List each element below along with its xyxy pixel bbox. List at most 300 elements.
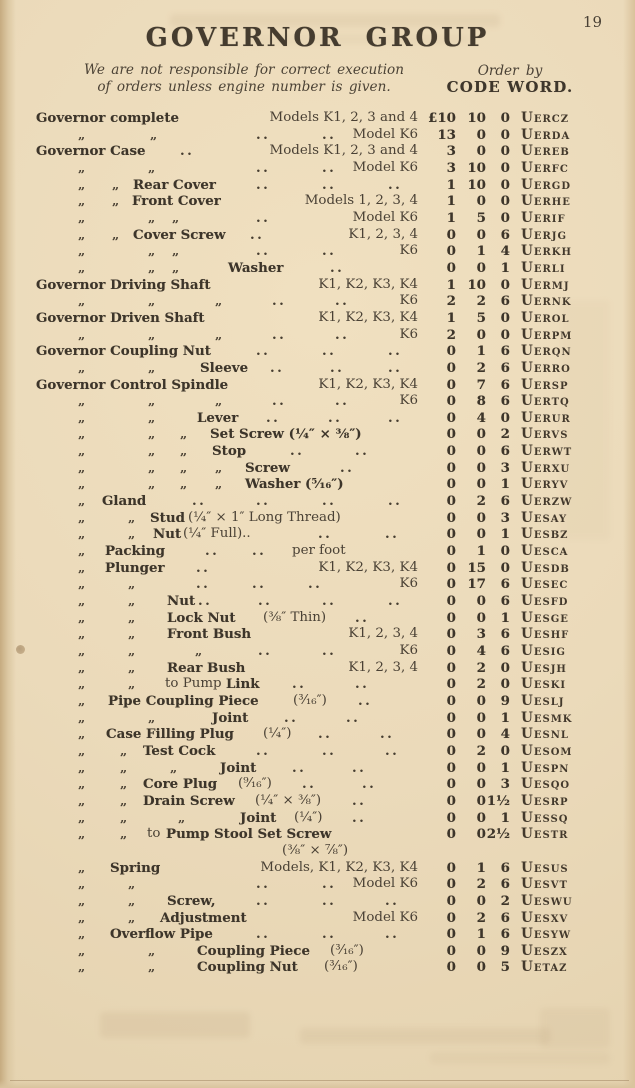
ditto-mark: „	[78, 476, 86, 492]
item-description: Washer	[228, 259, 284, 276]
price-shillings: 0	[476, 942, 486, 959]
item-description: (¼″ × 1″ Long Thread)	[188, 509, 341, 525]
item-description: Joint	[212, 709, 249, 726]
ditto-mark: „	[78, 626, 86, 642]
price-shillings: 10	[467, 176, 486, 193]
price-pounds: 0	[446, 476, 456, 493]
table-row	[0, 360, 635, 377]
table-row	[0, 393, 635, 410]
item-description: Core Plug	[143, 776, 218, 793]
page-bottom-edge	[0, 1080, 635, 1088]
price-shillings: 1	[476, 926, 486, 943]
code-word: Uertq	[521, 393, 570, 410]
price-pounds: 0	[446, 343, 456, 360]
price-pence: 2	[500, 892, 510, 909]
price-shillings: 0	[476, 892, 486, 909]
ditto-mark: „	[78, 226, 86, 242]
price-pounds: 1	[446, 209, 456, 226]
leader-dots: ..	[270, 359, 285, 376]
ditto-mark: „	[78, 826, 86, 842]
price-pounds: 0	[446, 543, 456, 560]
price-shillings: 0	[476, 593, 486, 610]
price-pence: 2	[500, 426, 510, 443]
code-word: Uesfd	[521, 593, 569, 610]
table-row	[0, 610, 635, 627]
price-pence: 4	[500, 243, 510, 260]
code-word: Uerzw	[521, 493, 573, 510]
price-pence: 4	[500, 726, 510, 743]
leader-dots: ..	[258, 593, 273, 610]
code-word: Uergd	[521, 176, 571, 193]
item-description: Pipe Coupling Piece	[108, 692, 259, 709]
price-pounds: 3	[446, 159, 456, 176]
ditto-mark: „	[128, 659, 136, 675]
leader-dots: ..	[388, 359, 403, 376]
leader-dots: ..	[256, 159, 271, 176]
price-pence: 6	[500, 343, 510, 360]
ditto-mark: „	[112, 193, 120, 209]
item-description: Rear Cover	[133, 176, 216, 193]
code-word: Ueszx	[521, 942, 568, 959]
table-row	[0, 377, 635, 394]
code-word: Uesrp	[521, 792, 569, 809]
leader-dots: ..	[335, 293, 350, 310]
item-description: Models 1, 2, 3, 4	[304, 193, 418, 209]
code-word: Uersp	[521, 376, 569, 393]
ditto-mark: „	[78, 409, 86, 425]
price-pounds: 0	[446, 609, 456, 626]
ditto-mark: „	[112, 226, 120, 242]
code-word: Uessq	[521, 809, 569, 826]
code-word: Uetaz	[521, 959, 568, 976]
code-word: Uerwt	[521, 443, 573, 460]
item-description: (³⁄₁₆″)	[330, 942, 364, 958]
code-word: Uerxu	[521, 459, 571, 476]
item-description: Case Filling Plug	[106, 726, 234, 743]
ditto-mark: „	[148, 459, 156, 475]
code-word: Uerol	[521, 309, 570, 326]
ditto-mark: „	[120, 776, 128, 792]
item-description: K1, 2, 3, 4	[348, 626, 418, 642]
code-word: Uesom	[521, 742, 573, 759]
ditto-mark: „	[112, 176, 120, 192]
ditto-mark: „	[78, 942, 86, 958]
ditto-mark: „	[148, 409, 156, 425]
price-shillings: 0	[476, 459, 486, 476]
price-pounds: £10	[428, 110, 456, 126]
table-row	[0, 127, 635, 144]
show-through-ghost	[100, 1012, 250, 1038]
table-row	[0, 760, 635, 777]
ditto-mark: „	[128, 593, 136, 609]
table-row	[0, 860, 635, 877]
table-row	[0, 893, 635, 910]
price-shillings: 2	[476, 293, 486, 310]
table-row	[0, 493, 635, 510]
price-pence: 0	[500, 543, 510, 560]
price-pounds: 0	[446, 509, 456, 526]
table-row	[0, 626, 635, 643]
price-pounds: 0	[446, 376, 456, 393]
item-description: (¼″ × ⅜″)	[255, 792, 322, 808]
price-pence: 5	[500, 959, 510, 976]
ditto-mark: „	[170, 759, 178, 775]
price-pence: 1	[500, 526, 510, 543]
table-row	[0, 160, 635, 177]
price-shillings: 0	[476, 792, 486, 809]
price-pounds: 0	[446, 692, 456, 709]
price-pounds: 2	[446, 293, 456, 310]
price-pence: 0	[500, 409, 510, 426]
code-word: Ueski	[521, 676, 567, 693]
leader-dots: ..	[385, 926, 400, 943]
leader-dots: ..	[252, 576, 267, 593]
price-shillings: 1	[476, 859, 486, 876]
leader-dots: ..	[250, 226, 265, 243]
table-row	[0, 210, 635, 227]
code-word: Uesvt	[521, 876, 568, 893]
table-row	[0, 193, 635, 210]
leader-dots: ..	[196, 576, 211, 593]
leader-dots: ..	[256, 742, 271, 759]
code-word: Ueryv	[521, 476, 569, 493]
item-description: K6	[399, 293, 418, 309]
item-description: Model K6	[352, 126, 418, 142]
price-pence: 1	[500, 259, 510, 276]
order-by-label: Order by	[477, 63, 543, 79]
leader-dots: ..	[322, 176, 337, 193]
leader-dots: ..	[272, 326, 287, 343]
ditto-mark: „	[120, 792, 128, 808]
price-pence: 3	[500, 776, 510, 793]
code-word: Uermj	[521, 276, 570, 293]
price-shillings: 0	[476, 126, 486, 143]
code-word: Ueswu	[521, 892, 573, 909]
item-description: Gland	[102, 493, 147, 510]
ditto-mark: „	[148, 393, 156, 409]
price-shillings: 0	[476, 509, 486, 526]
item-description: Governor Driven Shaft	[36, 309, 205, 326]
price-pounds: 0	[446, 759, 456, 776]
table-row	[0, 177, 635, 194]
leader-dots: ..	[385, 892, 400, 909]
ditto-mark: „	[180, 426, 188, 442]
price-pence: 0	[500, 209, 510, 226]
leader-dots: ..	[352, 809, 367, 826]
item-description: Stop	[212, 443, 247, 460]
item-description: Lock Nut	[167, 609, 236, 626]
ditto-mark: „	[78, 792, 86, 808]
price-pounds: 0	[446, 493, 456, 510]
price-pounds: 1	[446, 276, 456, 293]
table-row	[0, 660, 635, 677]
leader-dots: ..	[346, 709, 361, 726]
table-row	[0, 959, 635, 976]
ditto-mark: „	[78, 709, 86, 725]
code-word: Uerif	[521, 209, 566, 226]
ditto-mark: „	[78, 509, 86, 525]
ditto-mark: „	[128, 909, 136, 925]
leader-dots: ..	[256, 126, 271, 143]
price-shillings: 1	[476, 543, 486, 560]
code-word: Uervs	[521, 426, 569, 443]
price-pounds: 0	[446, 393, 456, 410]
leader-dots: ..	[318, 726, 333, 743]
table-row	[0, 227, 635, 244]
leader-dots: ..	[205, 543, 220, 560]
code-word: Uerkh	[521, 243, 572, 260]
ditto-mark: „	[195, 643, 203, 658]
item-description: K1, K2, K3, K4	[318, 276, 418, 292]
leader-dots: ..	[352, 792, 367, 809]
price-shillings: 0	[476, 526, 486, 543]
price-shillings: 0	[476, 193, 486, 210]
table-row	[0, 443, 635, 460]
table-row	[0, 143, 635, 160]
ditto-mark: „	[148, 959, 156, 975]
item-description: Model K6	[352, 209, 418, 225]
price-pence: 6	[500, 626, 510, 643]
price-pence: 0	[500, 143, 510, 160]
ditto-mark: „	[148, 709, 156, 725]
table-row	[0, 876, 635, 893]
code-word: Uesxv	[521, 909, 569, 926]
price-pence: 6	[500, 909, 510, 926]
ditto-mark: „	[128, 892, 136, 908]
item-description: Screw,	[167, 892, 216, 909]
price-pence: 0	[500, 159, 510, 176]
leader-dots: ..	[256, 926, 271, 943]
price-pence: 3	[500, 509, 510, 526]
item-description: Plunger	[105, 559, 165, 576]
price-shillings: 1	[476, 343, 486, 360]
ditto-mark: „	[78, 209, 86, 225]
price-shillings: 17	[467, 576, 486, 593]
item-description: (¼″)	[294, 809, 323, 825]
item-description: Pump Stool Set Screw	[166, 826, 332, 843]
ditto-mark: „	[78, 909, 86, 925]
leader-dots: ..	[292, 759, 307, 776]
ditto-mark: „	[78, 426, 86, 442]
leader-dots: ..	[322, 926, 337, 943]
ditto-mark: „	[78, 359, 86, 375]
price-pence: 0	[500, 559, 510, 576]
leader-dots: ..	[302, 776, 317, 793]
item-description: Stud	[150, 509, 185, 526]
ditto-mark: „	[215, 326, 223, 342]
ditto-mark: „	[78, 876, 86, 892]
price-pounds: 0	[446, 676, 456, 693]
ditto-mark: „	[148, 209, 156, 225]
leader-dots: ..	[388, 176, 403, 193]
parts-price-table	[0, 110, 635, 976]
table-row	[0, 926, 635, 943]
table-row	[0, 710, 635, 727]
price-pence: 1	[500, 709, 510, 726]
table-row	[0, 293, 635, 310]
item-description: Sleeve	[200, 359, 249, 376]
item-description: Models K1, 2, 3 and 4	[269, 110, 418, 125]
ditto-mark: „	[78, 259, 86, 275]
code-word: Uesec	[521, 576, 569, 593]
item-description: Washer (⁵⁄₁₆″)	[245, 476, 344, 493]
table-row	[0, 277, 635, 294]
item-description: K6	[399, 243, 418, 259]
ditto-mark: „	[120, 759, 128, 775]
item-description: Model K6	[352, 909, 418, 925]
ditto-mark: „	[128, 609, 136, 625]
price-shillings: 8	[476, 393, 486, 410]
code-word: Uerli	[521, 259, 566, 276]
code-word: Uesca	[521, 543, 569, 560]
price-pounds: 0	[446, 459, 456, 476]
leader-dots: ..	[252, 543, 267, 560]
price-pence: 0	[500, 742, 510, 759]
leader-dots: ..	[284, 709, 299, 726]
ditto-mark: „	[78, 326, 86, 342]
item-description: Test Cock	[143, 742, 216, 759]
leader-dots: ..	[322, 159, 337, 176]
price-pounds: 1	[446, 193, 456, 210]
price-shillings: 0	[476, 809, 486, 826]
ditto-mark: „	[78, 676, 86, 692]
code-word: Uerro	[521, 359, 571, 376]
price-shillings: 3	[476, 626, 486, 643]
price-pence: 6	[500, 576, 510, 593]
price-pence: 1½	[486, 792, 510, 809]
ditto-mark: „	[148, 259, 156, 275]
item-description: K1, K2, K3, K4	[318, 559, 418, 575]
leader-dots: ..	[335, 393, 350, 410]
leader-dots: ..	[266, 409, 281, 426]
price-pounds: 0	[446, 909, 456, 926]
price-pounds: 0	[446, 593, 456, 610]
price-shillings: 0	[476, 959, 486, 976]
leader-dots: ..	[180, 143, 195, 160]
leader-dots: ..	[318, 526, 333, 543]
ditto-mark: „	[78, 959, 86, 975]
leader-dots: ..	[388, 343, 403, 360]
ditto-mark: „	[78, 576, 86, 592]
code-word: Ueslj	[521, 692, 565, 709]
code-word: Uesjh	[521, 659, 567, 676]
ditto-mark: „	[78, 892, 86, 908]
ditto-mark: „	[78, 543, 86, 559]
ditto-mark: „	[148, 159, 156, 175]
code-word: Ueshf	[521, 626, 570, 643]
ditto-mark: „	[78, 243, 86, 259]
code-word: Uerur	[521, 409, 571, 426]
disclaimer-note	[78, 62, 410, 96]
code-word: Uerhe	[521, 193, 571, 210]
ditto-mark: „	[78, 559, 86, 575]
price-shillings: 2	[476, 659, 486, 676]
ditto-mark: „	[78, 759, 86, 775]
price-shillings: 15	[467, 559, 486, 576]
ditto-mark: „	[120, 809, 128, 825]
leader-dots: ..	[322, 243, 337, 260]
price-pounds: 0	[446, 626, 456, 643]
ditto-mark: „	[78, 926, 86, 942]
item-description: Governor Control Spindle	[36, 376, 229, 393]
leader-dots: ..	[290, 443, 305, 460]
item-description: Adjustment	[160, 909, 247, 926]
item-description: Joint	[240, 809, 277, 826]
ditto-mark: „	[180, 443, 188, 459]
price-shillings: 0	[476, 692, 486, 709]
ditto-mark: „	[148, 293, 156, 309]
item-description: Governor Case	[36, 143, 146, 160]
price-pence: 6	[500, 493, 510, 510]
code-word: Uesbz	[521, 526, 569, 543]
price-pounds: 0	[446, 892, 456, 909]
item-description: Overflow Pipe	[110, 926, 213, 943]
price-shillings: 10	[467, 159, 486, 176]
price-pence: 3	[500, 459, 510, 476]
table-row	[0, 526, 635, 543]
leader-dots: ..	[358, 692, 373, 709]
ditto-mark: „	[78, 176, 86, 192]
item-description: K6	[399, 576, 418, 592]
ditto-mark: „	[78, 859, 86, 875]
ditto-mark: „	[128, 643, 136, 658]
show-through-ghost	[430, 1052, 610, 1064]
item-description: Joint	[220, 759, 257, 776]
leader-dots: ..	[322, 343, 337, 360]
table-row	[0, 776, 635, 793]
price-pounds: 0	[446, 659, 456, 676]
ditto-mark: „	[180, 476, 188, 492]
show-through-ghost	[300, 1028, 550, 1044]
item-description: Governor Driving Shaft	[36, 276, 211, 293]
price-shillings: 2	[476, 493, 486, 510]
price-pounds: 0	[446, 726, 456, 743]
leader-dots: ..	[256, 493, 271, 510]
ditto-mark: „	[78, 126, 86, 142]
ditto-mark: „	[78, 459, 86, 475]
price-shillings: 0	[476, 259, 486, 276]
item-description: Model K6	[352, 159, 418, 175]
ditto-mark: „	[172, 243, 180, 259]
item-description: per foot	[292, 543, 346, 559]
code-word: Uesus	[521, 859, 569, 876]
price-pounds: 0	[446, 226, 456, 243]
code-word: Uerpm	[521, 326, 573, 343]
leader-dots: ..	[256, 343, 271, 360]
price-shillings: 0	[476, 443, 486, 460]
ditto-mark: „	[78, 609, 86, 625]
price-pence: 1	[500, 809, 510, 826]
leader-dots: ..	[272, 393, 287, 410]
price-pounds: 1	[446, 309, 456, 326]
leader-dots: ..	[292, 676, 307, 693]
price-pounds: 1	[446, 176, 456, 193]
price-pence: 6	[500, 926, 510, 943]
item-description: Rear Bush	[167, 659, 246, 676]
leader-dots: ..	[322, 126, 337, 143]
ditto-mark: „	[128, 876, 136, 892]
ditto-mark: „	[78, 726, 86, 742]
price-pounds: 0	[446, 526, 456, 543]
table-row	[0, 743, 635, 760]
ditto-mark: „	[78, 593, 86, 609]
code-word: Uerda	[521, 126, 571, 143]
code-word: Uestr	[521, 826, 569, 843]
leader-dots: ..	[352, 759, 367, 776]
leader-dots: ..	[272, 293, 287, 310]
leader-dots: ..	[322, 593, 337, 610]
price-pounds: 0	[446, 926, 456, 943]
